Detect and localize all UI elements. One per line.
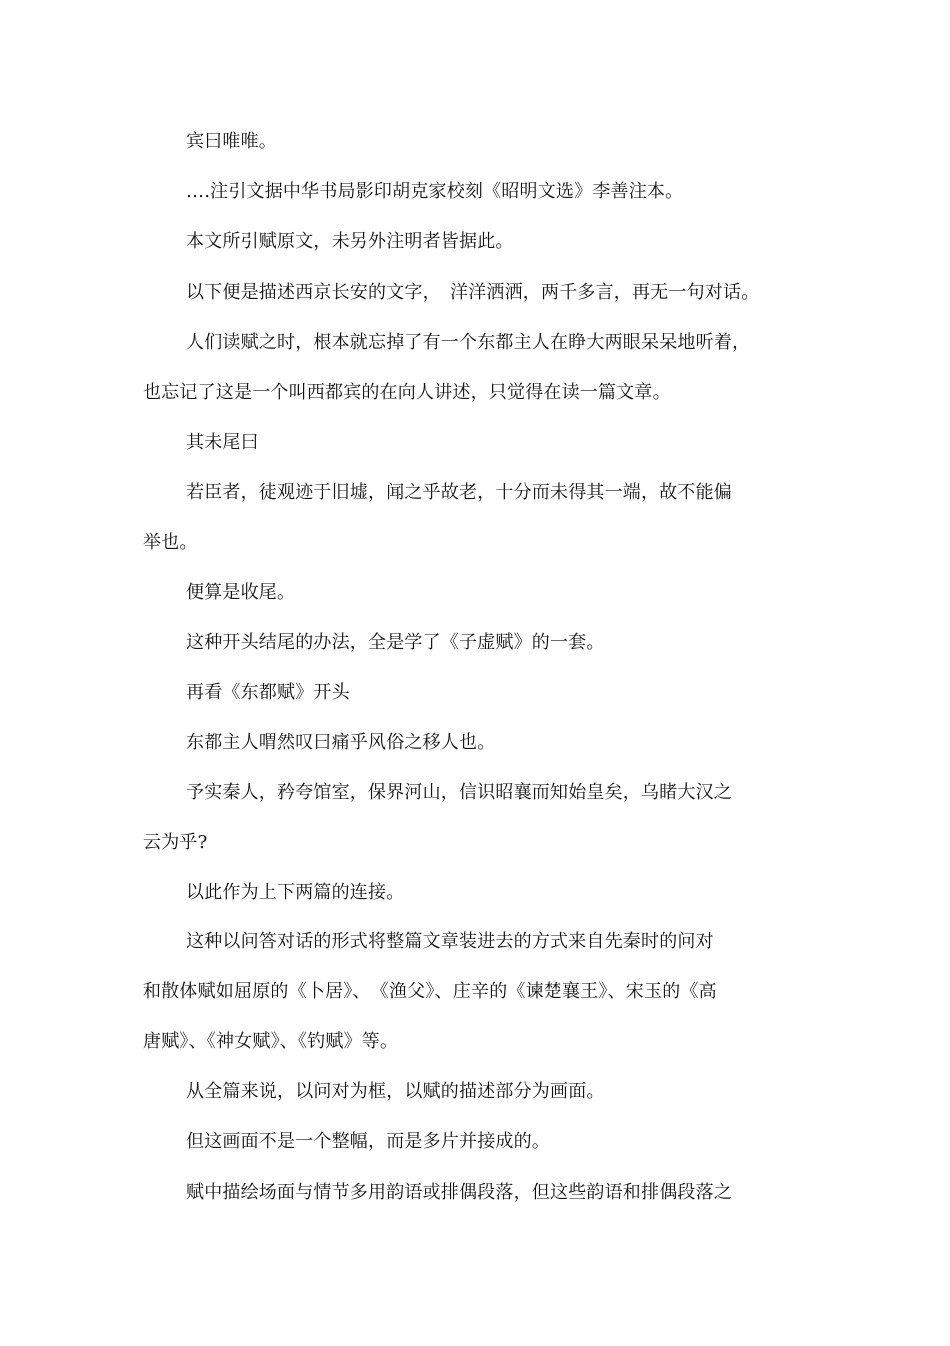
paragraph-line: 但这画面不是一个整幅，而是多片并接成的。 (186, 1131, 550, 1152)
paragraph-line: 这种以问答对话的形式将整篇文章装进去的方式来自先秦时的问对 (186, 931, 714, 952)
paragraph-line: 赋中描绘场面与情节多用韵语或排偶段落，但这些韵语和排偶段落之 (186, 1182, 732, 1203)
paragraph-line: 也忘记了这是一个叫西都宾的在向人讲述，只觉得在读一篇文章。 (143, 382, 671, 403)
paragraph-line: 本文所引赋原文，未另外注明者皆据此。 (186, 231, 514, 252)
paragraph-line: 若臣者，徒观迹于旧墟，闻之乎故老，十分而未得其一端，故不能偏 (186, 482, 732, 503)
paragraph-line: 从全篇来说，以问对为框，以赋的描述部分为画面。 (186, 1081, 605, 1102)
paragraph-line: 以下便是描述西京长安的文字， 洋洋洒洒，两千多言，再无一句对话。 (186, 282, 760, 303)
paragraph-line: 便算是收尾。 (186, 582, 296, 603)
paragraph-line: ….注引文据中华书局影印胡克家校刻《昭明文选》李善注本。 (186, 181, 684, 202)
paragraph-line: 予实秦人，矜夸馆室，保界河山，信识昭襄而知始皇矣，乌睹大汉之 (186, 782, 732, 803)
paragraph-line: 其未尾曰 (186, 432, 259, 453)
paragraph-line: 以此作为上下两篇的连接。 (186, 882, 405, 903)
paragraph-line: 人们读赋之时，根本就忘掉了有一个东都主人在睁大两眼呆呆地听着， (186, 332, 751, 353)
paragraph-line: 唐赋》、《神女赋》、《钓赋》等。 (143, 1031, 399, 1052)
paragraph-line: 云为乎? (143, 832, 208, 853)
paragraph-line: 举也。 (143, 532, 198, 553)
paragraph-line: 东都主人喟然叹曰痛乎风俗之移人也。 (186, 732, 496, 753)
paragraph-line: 这种开头结尾的办法，全是学了《子虚赋》的一套。 (186, 632, 605, 653)
paragraph-line: 宾曰唯唯。 (186, 131, 277, 152)
paragraph-line: 再看《东都赋》开头 (186, 682, 350, 703)
paragraph-line: 和散体赋如屈原的《卜居》、 《渔父》、庄辛的《谏楚襄王》、宋玉的《高 (143, 981, 717, 1002)
